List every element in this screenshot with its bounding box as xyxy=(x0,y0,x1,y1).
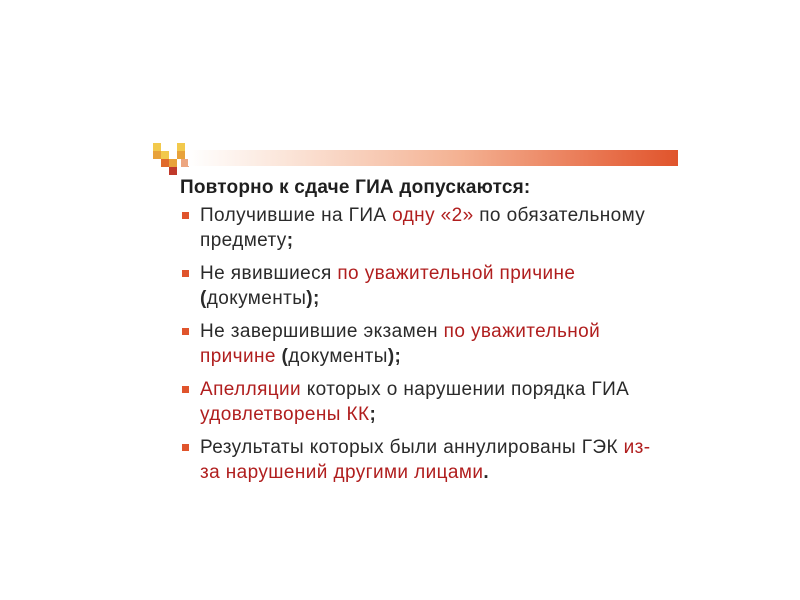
bullet-text-segment: по обязательному предмету xyxy=(200,205,646,251)
bullet-text-segment: Результаты которых были аннулированы ГЭК xyxy=(200,437,624,458)
bullet-text-segment: Не явившиеся xyxy=(200,263,338,284)
bullet-text-segment: ; xyxy=(369,404,377,425)
bullet-item xyxy=(180,261,660,311)
bullet-text-segment: из-за нарушений другими лицами xyxy=(200,437,651,483)
bullet-text-segment: ); xyxy=(306,288,320,309)
bullet-text-segment: ; xyxy=(286,230,294,251)
square-bullet-icon xyxy=(182,444,189,451)
bullet-text-segment: ( xyxy=(200,288,207,309)
bullet-text-segment: Не завершившие экзамен xyxy=(200,321,444,342)
checkmark-squares-logo xyxy=(153,143,189,175)
slide-title: Повторно к сдаче ГИА допускаются: xyxy=(180,177,531,198)
bullet-text-segment: по уважительной причине xyxy=(200,321,601,367)
bullet-list xyxy=(180,203,660,485)
bullet-text-segment: удовлетворены КК xyxy=(200,404,370,425)
bullet-text-segment: Получившие на ГИА xyxy=(200,205,393,226)
bullet-item xyxy=(180,319,660,369)
bullet-text-segment: Апелляции xyxy=(200,379,302,400)
bullet-item xyxy=(180,435,660,485)
bullet-text-segment: ( xyxy=(281,346,289,367)
bullet-item xyxy=(180,203,660,253)
square-bullet-icon xyxy=(182,212,189,219)
square-bullet-icon xyxy=(182,270,189,277)
header-gradient-bar xyxy=(188,150,678,166)
slide-content xyxy=(180,175,660,493)
bullet-text-segment: . xyxy=(483,462,490,483)
square-bullet-icon xyxy=(182,386,189,393)
bullet-text-segment: документы xyxy=(288,346,388,367)
bullet-text-segment: по уважительной причине xyxy=(337,263,576,284)
bullet-text-segment: которых о нарушении порядка ГИА xyxy=(301,379,630,400)
bullet-text-segment: одну «2» xyxy=(392,205,474,226)
bullet-item xyxy=(180,377,660,427)
bullet-text-segment: ); xyxy=(387,346,402,367)
bullet-text-segment: документы xyxy=(206,288,307,309)
square-bullet-icon xyxy=(182,328,189,335)
